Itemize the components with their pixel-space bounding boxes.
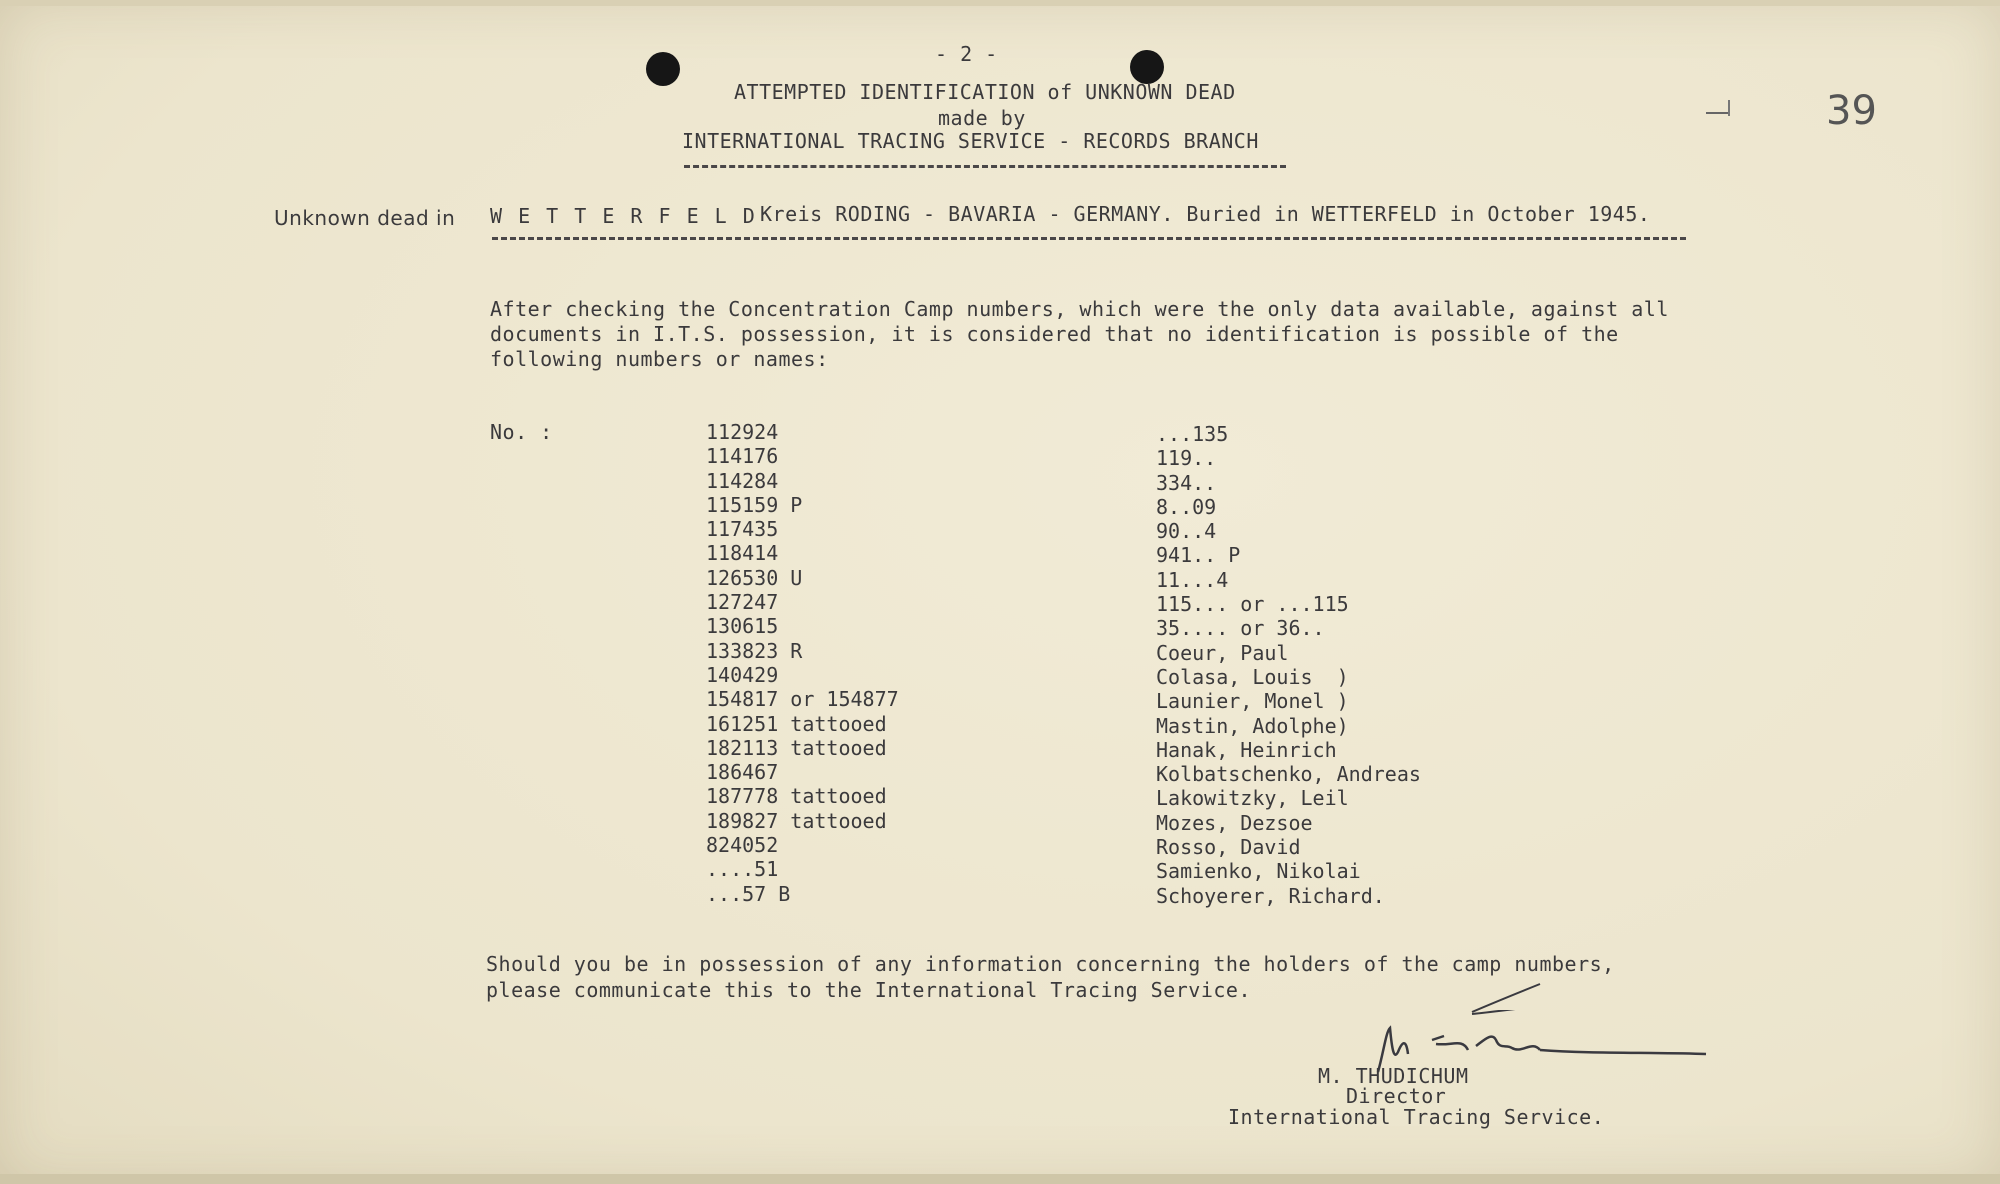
unidentified-entry: Mastin, Adolphe) bbox=[1156, 713, 1349, 738]
pen-stroke bbox=[1470, 976, 1550, 1016]
camp-number-entry: 187778 tattooed bbox=[706, 784, 887, 809]
unidentified-entry: Mozes, Dezsoe bbox=[1156, 810, 1313, 835]
camp-number-entry: 182113 tattooed bbox=[706, 735, 887, 760]
page-marker: - 2 - bbox=[935, 42, 998, 66]
pencil-tick bbox=[1728, 100, 1730, 116]
unidentified-entry: Coeur, Paul bbox=[1156, 640, 1289, 665]
camp-number-entry: 114176 bbox=[706, 444, 779, 469]
subject-place: W E T T E R F E L D bbox=[490, 204, 757, 228]
camp-number-entry: 112924 bbox=[706, 420, 779, 444]
camp-number-entry: 114284 bbox=[706, 468, 779, 493]
intro-line-2: documents in I.T.S. possession, it is considered that no identification is possible of the bbox=[490, 322, 1619, 346]
signatory-title: Director bbox=[1346, 1084, 1447, 1108]
unidentified-entry: 941.. P bbox=[1156, 543, 1241, 568]
paper-edge-top bbox=[0, 0, 2000, 6]
header-organization: INTERNATIONAL TRACING SERVICE - RECORDS BRANCH bbox=[682, 129, 1259, 153]
unidentified-entry: 115... or ...115 bbox=[1156, 592, 1349, 617]
unidentified-entry: Schoyerer, Richard. bbox=[1156, 883, 1385, 908]
unidentified-entry: Kolbatschenko, Andreas bbox=[1156, 762, 1421, 787]
intro-line-3: following numbers or names: bbox=[490, 347, 829, 371]
signatory-organization: International Tracing Service. bbox=[1228, 1105, 1605, 1129]
unidentified-entry: Colasa, Louis ) bbox=[1156, 664, 1349, 689]
camp-number-entry: 130615 bbox=[706, 614, 779, 639]
intro-line-1: After checking the Concentration Camp numbers, which were the only data available, against all bbox=[490, 297, 1669, 321]
pencil-mark bbox=[1706, 112, 1728, 114]
subject-details: Kreis RODING - BAVARIA - GERMANY. Buried in WETTERFELD in October 1945. bbox=[760, 202, 1651, 226]
header-made-by: made by bbox=[938, 106, 1026, 130]
unidentified-entry: Rosso, David bbox=[1156, 835, 1301, 860]
camp-numbers-column bbox=[706, 420, 899, 906]
camp-number-entry: 824052 bbox=[706, 833, 779, 858]
camp-number-entry: 133823 R bbox=[706, 638, 803, 663]
camp-number-entry: 189827 tattooed bbox=[706, 808, 887, 833]
camp-number-entry: ...57 B bbox=[706, 881, 791, 906]
unidentified-entry: Samienko, Nikolai bbox=[1156, 859, 1361, 884]
camp-number-entry: 115159 P bbox=[706, 492, 803, 517]
punch-hole-left bbox=[646, 52, 680, 86]
unidentified-entry: Launier, Monel ) bbox=[1156, 689, 1349, 714]
camp-number-entry: 154817 or 154877 bbox=[706, 687, 899, 712]
list-label: No. : bbox=[490, 420, 553, 444]
camp-number-entry: 127247 bbox=[706, 590, 779, 615]
camp-number-entry: 140429 bbox=[706, 662, 779, 687]
unidentified-entry: 119.. bbox=[1156, 446, 1217, 471]
unidentified-entry: ...135 bbox=[1156, 422, 1229, 446]
unidentified-entry: 11...4 bbox=[1156, 567, 1229, 592]
camp-number-entry: ....51 bbox=[706, 857, 779, 882]
unidentified-entry: Lakowitzky, Leil bbox=[1156, 786, 1349, 811]
folio-number: 39 bbox=[1826, 88, 1877, 134]
subject-prefix: Unknown dead in bbox=[274, 206, 456, 230]
header-rule bbox=[684, 165, 1286, 168]
numbers-and-names-column bbox=[1156, 422, 1421, 908]
camp-number-entry: 117435 bbox=[706, 517, 779, 542]
punch-hole-right bbox=[1130, 50, 1164, 84]
camp-number-entry: 161251 tattooed bbox=[706, 711, 887, 736]
unidentified-entry: 8..09 bbox=[1156, 494, 1217, 519]
camp-number-entry: 118414 bbox=[706, 541, 779, 566]
camp-number-entry: 186467 bbox=[706, 760, 779, 785]
closing-line-2: please communicate this to the International Tracing Service. bbox=[486, 978, 1252, 1002]
unidentified-entry: 90..4 bbox=[1156, 519, 1217, 544]
unidentified-entry: Hanak, Heinrich bbox=[1156, 737, 1337, 762]
header-title: ATTEMPTED IDENTIFICATION of UNKNOWN DEAD bbox=[734, 80, 1236, 104]
camp-number-entry: 126530 U bbox=[706, 565, 803, 590]
signatory-name: M. THUDICHUM bbox=[1318, 1064, 1469, 1088]
unidentified-entry: 334.. bbox=[1156, 470, 1217, 495]
closing-line-1: Should you be in possession of any information concerning the holders of the camp numbers, bbox=[486, 952, 1615, 976]
paper-edge-bottom bbox=[0, 1174, 2000, 1184]
subject-rule bbox=[492, 237, 1686, 240]
unidentified-entry: 35.... or 36.. bbox=[1156, 616, 1325, 641]
